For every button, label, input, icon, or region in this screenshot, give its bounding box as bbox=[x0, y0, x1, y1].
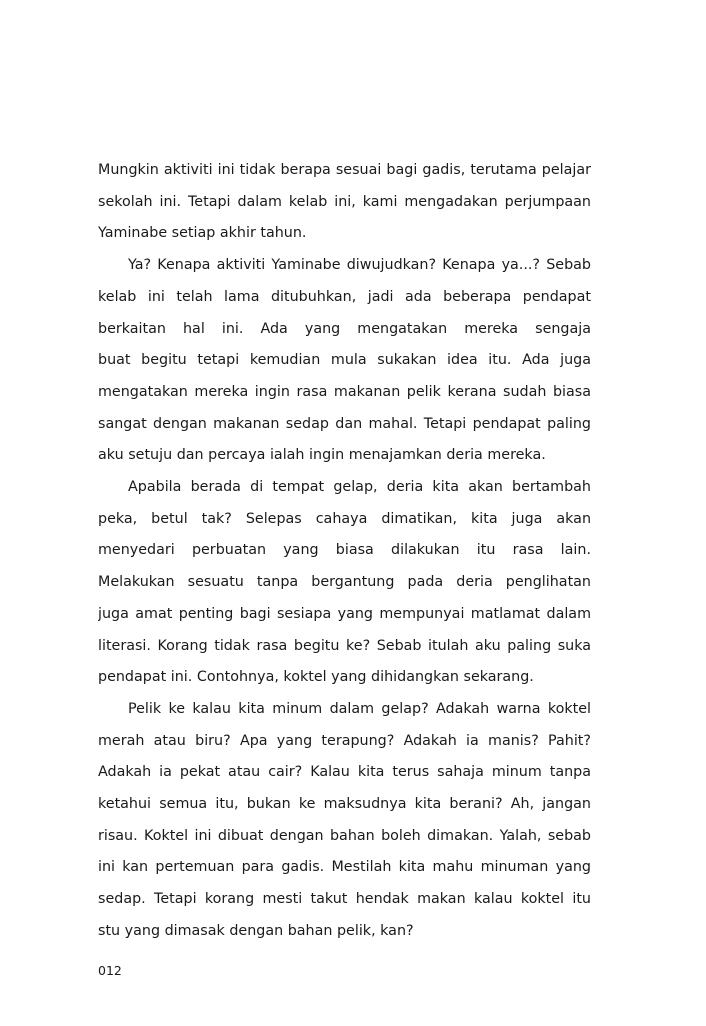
text-line: Ya? Kenapa aktiviti Yaminabe diwujudkan? Kenapa ya...? Sebab bbox=[128, 257, 591, 274]
paragraph-4 bbox=[98, 694, 591, 948]
text-line: menyedari perbuatan yang biasa dilakukan itu rasa lain. bbox=[98, 542, 591, 559]
text-line: Pelik ke kalau kita minum dalam gelap? Adakah warna koktel bbox=[128, 700, 591, 717]
text-line: sekolah ini. Tetapi dalam kelab ini, kami mengadakan perjumpaan bbox=[98, 193, 591, 210]
text-line: Mungkin aktiviti ini tidak berapa sesuai bagi gadis, terutama pelajar bbox=[98, 162, 591, 178]
text-line: literasi. Korang tidak rasa begitu ke? Sebab itulah aku paling suka bbox=[98, 637, 591, 654]
text-line: Yaminabe setiap akhir tahun. bbox=[98, 225, 307, 242]
text-line: kelab ini telah lama ditubuhkan, jadi ada beberapa pendapat bbox=[98, 288, 591, 305]
text-line: peka, betul tak? Selepas cahaya dimatikan, kita juga akan bbox=[98, 510, 591, 527]
text-line: berkaitan hal ini. Ada yang mengatakan mereka sengaja bbox=[98, 320, 591, 337]
page-number: 012 bbox=[98, 963, 122, 978]
text-line: sangat dengan makanan sedap dan mahal. Tetapi pendapat paling bbox=[98, 415, 591, 432]
text-line: merah atau biru? Apa yang terapung? Adakah ia manis? Pahit? bbox=[98, 732, 591, 749]
text-line: Apabila berada di tempat gelap, deria kita akan bertambah bbox=[128, 479, 591, 496]
text-line: buat begitu tetapi kemudian mula sukakan idea itu. Ada juga bbox=[98, 352, 591, 369]
text-line: ini kan pertemuan para gadis. Mestilah kita mahu minuman yang bbox=[98, 859, 591, 876]
text-line: Melakukan sesuatu tanpa bergantung pada deria penglihatan bbox=[98, 574, 591, 591]
paragraph-2 bbox=[98, 250, 591, 472]
paragraph-1 bbox=[98, 155, 591, 250]
text-line: sedap. Tetapi korang mesti takut hendak makan kalau koktel itu bbox=[98, 891, 591, 908]
text-line: risau. Koktel ini dibuat dengan bahan boleh dimakan. Yalah, sebab bbox=[98, 827, 591, 844]
text-line: pendapat ini. Contohnya, koktel yang dihidangkan sekarang. bbox=[98, 669, 534, 686]
text-line: aku setuju dan percaya ialah ingin menajamkan deria mereka. bbox=[98, 447, 546, 464]
text-line: stu yang dimasak dengan bahan pelik, kan? bbox=[98, 922, 414, 939]
text-line: mengatakan mereka ingin rasa makanan pelik kerana sudah biasa bbox=[98, 383, 591, 400]
body-text bbox=[98, 155, 591, 948]
text-line: juga amat penting bagi sesiapa yang mempunyai matlamat dalam bbox=[98, 605, 591, 622]
text-line: Adakah ia pekat atau cair? Kalau kita terus sahaja minum tanpa bbox=[98, 764, 591, 781]
text-line: ketahui semua itu, bukan ke maksudnya kita berani? Ah, jangan bbox=[98, 796, 591, 813]
paragraph-3 bbox=[98, 472, 591, 694]
